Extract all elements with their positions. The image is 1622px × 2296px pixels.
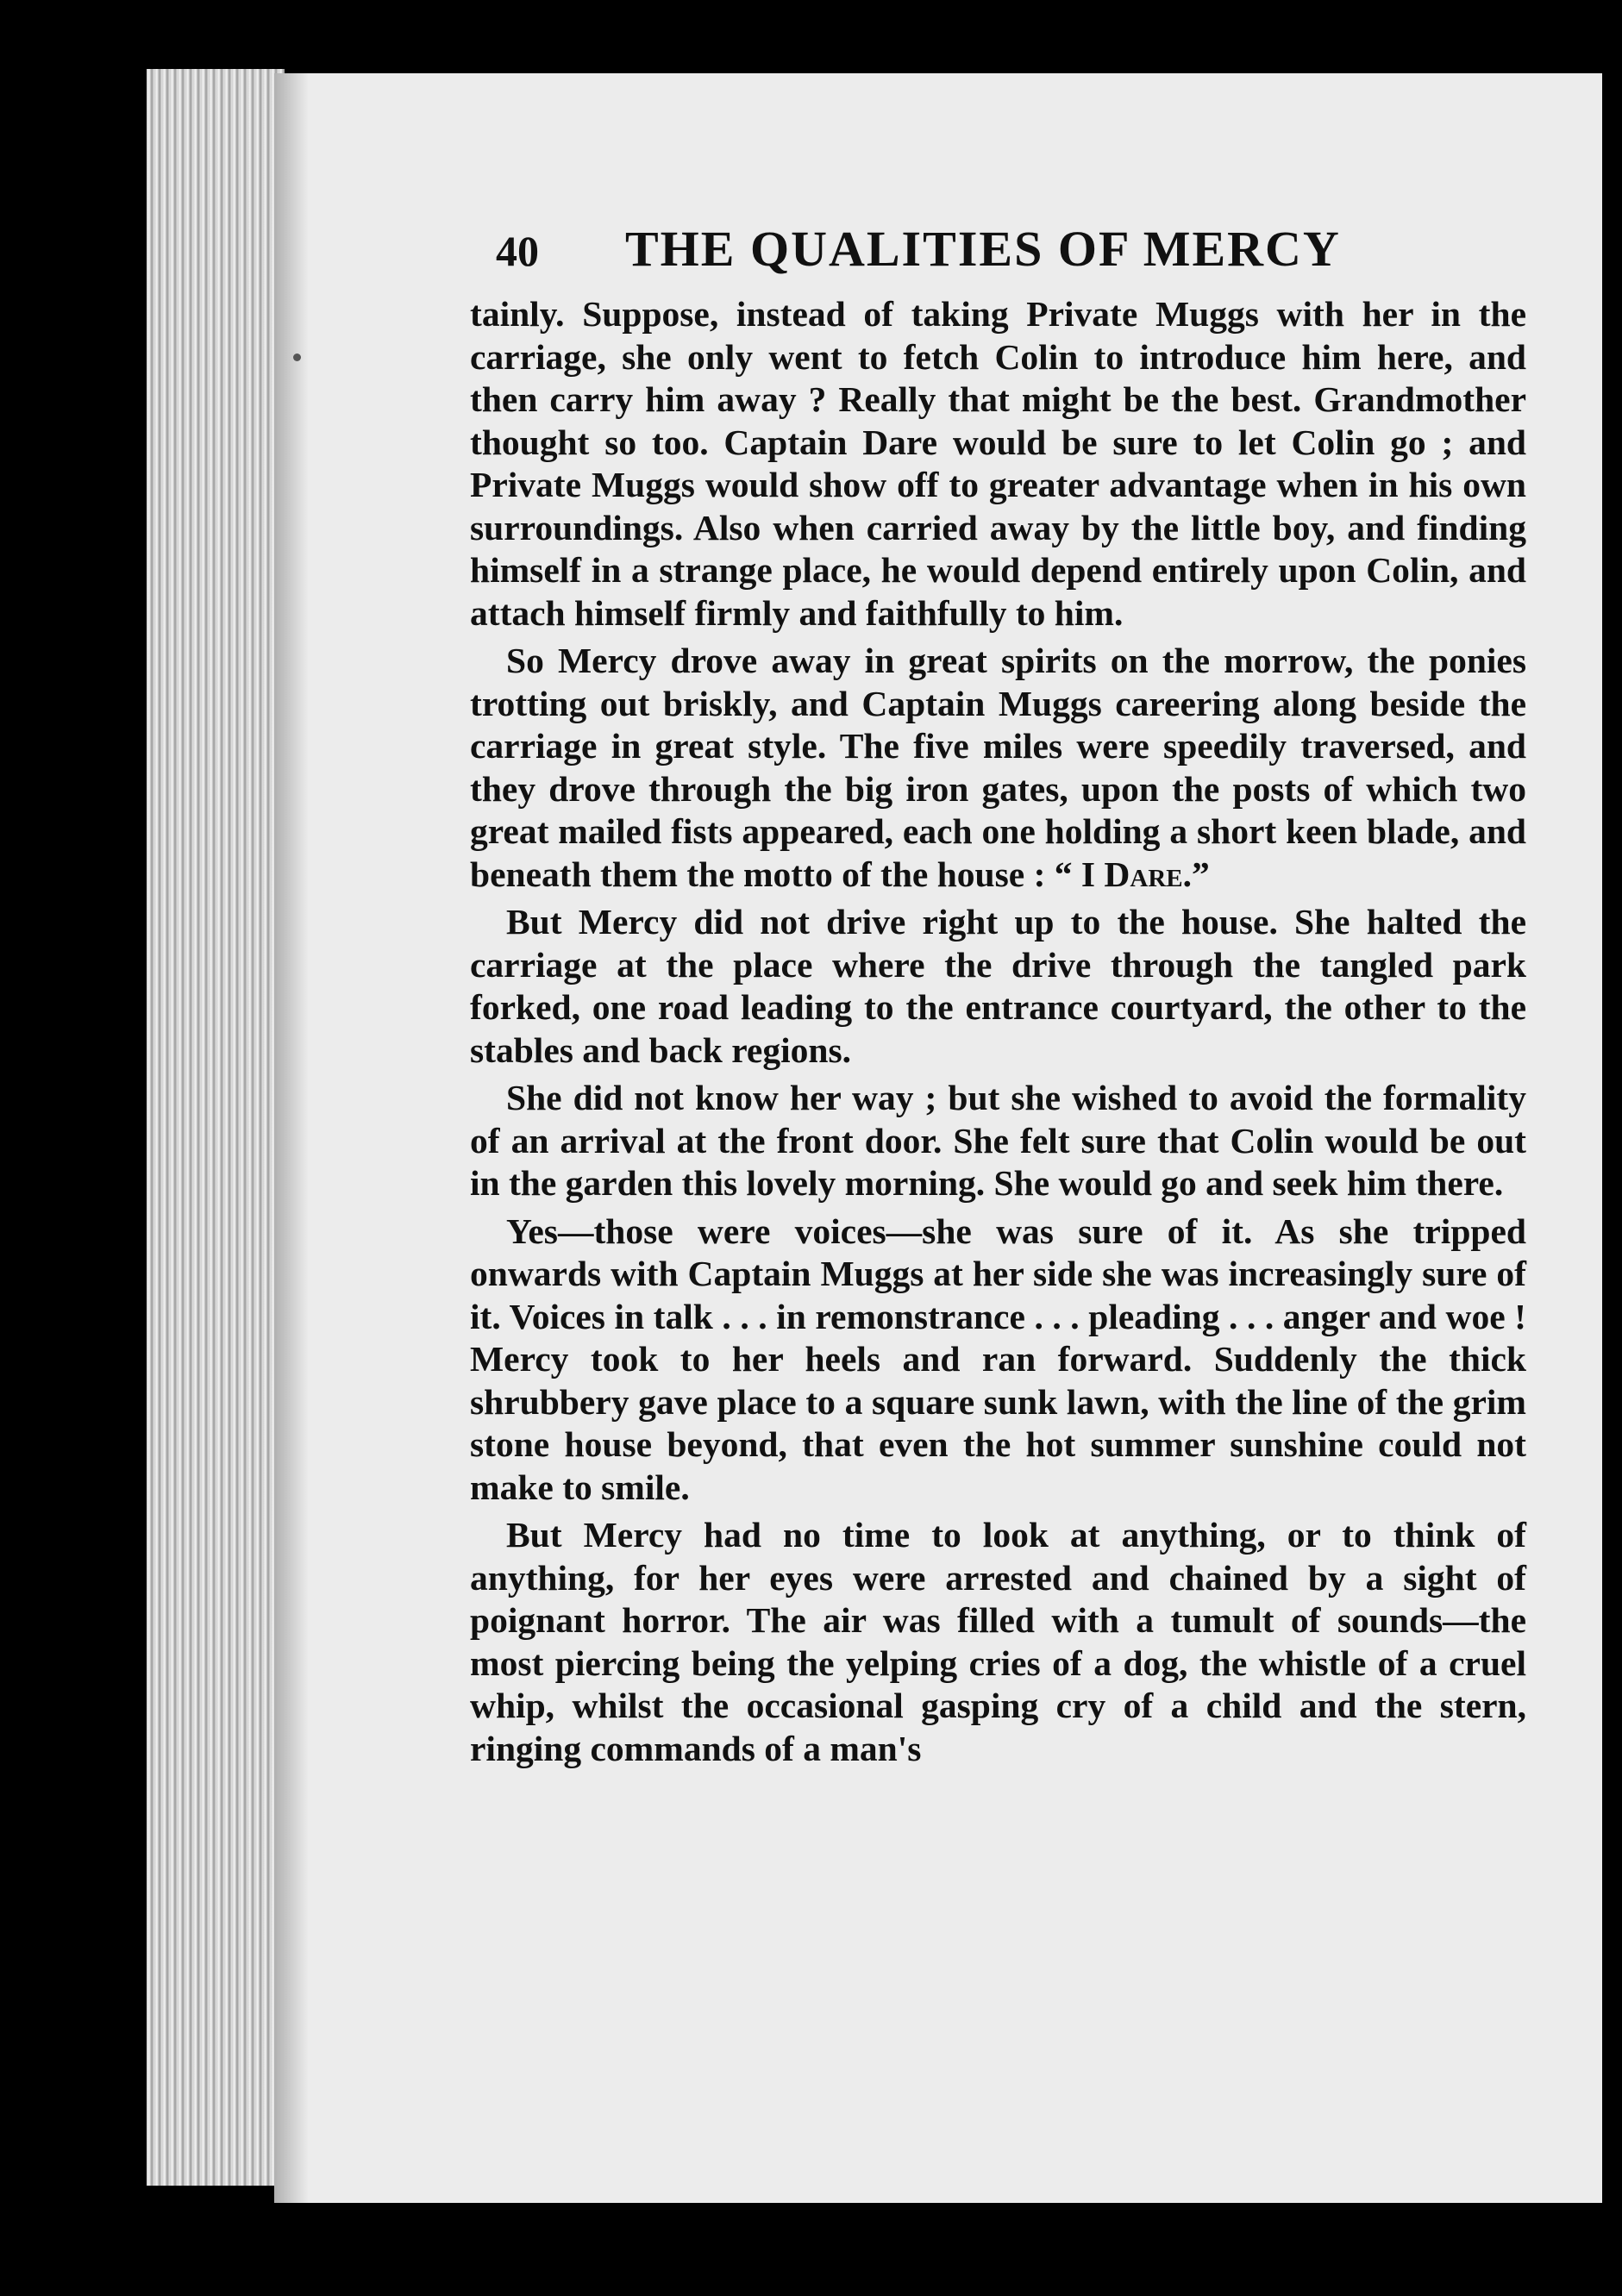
running-title: THE QUALITIES OF MERCY	[625, 221, 1341, 277]
paragraph-4: She did not know her way ; but she wished to avoid the formality of an arrival at the front door. She felt sure that Colin would be out in the garden this lovely morning. She would go and seek him there.	[470, 1078, 1526, 1203]
body-text	[470, 293, 1526, 1775]
book-page-edges	[147, 69, 285, 2186]
paragraph-2	[470, 640, 1526, 896]
motto-close: .”	[1182, 854, 1210, 894]
motto-open: “ I	[1054, 854, 1105, 894]
running-header	[496, 220, 1384, 289]
paragraph-2-text: So Mercy drove away in great spirits on the morrow, the ponies trotting out briskly, and Captain Muggs careering along beside the carriage in great style. The five miles were speedily traversed, and they drove through the big iron gates, upon the posts of which two great mailed fists appeared, each one holding a short keen blade, and beneath them the motto of the house :	[470, 641, 1526, 894]
paragraph-1: tainly. Suppose, instead of taking Private Muggs with her in the carriage, she only went to fetch Colin to introduce him here, and then carry him away ? Really that might be the best. Grandmother thought so too. Captain Dare would be sure to let Colin go ; and Private Muggs would show off to greater advantage when in his own surroundings. Also when carried away by the little boy, and finding himself in a strange place, he would depend entirely upon Colin, and attach himself firmly and faithfully to him.	[470, 294, 1526, 633]
paragraph-6: But Mercy had no time to look at anything, or to think of anything, for her eyes were arrested and chained by a sight of poignant horror. The air was filled with a tumult of sounds—the most piercing being the yelping cries of a dog, the whistle of a cruel whip, whilst the occasional gasping cry of a child and the stern, ringing commands of a man's	[470, 1515, 1526, 1768]
page-number: 40	[496, 227, 539, 275]
paragraph-3: But Mercy did not drive right up to the house. She halted the carriage at the place where the drive through the tangled park forked, one road leading to the entrance courtyard, the other to the stables and back regions.	[470, 902, 1526, 1070]
gutter-shadow	[274, 73, 309, 2203]
paragraph-5: Yes—those were voices—she was sure of it. As she tripped onwards with Captain Muggs at her side she was increasingly sure of it. Voices in talk . . . in remonstrance . . . pleading . . . anger and woe ! Mercy took to her heels and ran forward. Suddenly the thick shrubbery gave place to a square sunk lawn, with the line of the grim stone house beyond, that even the hot summer sunshine could not make to smile.	[470, 1211, 1526, 1507]
stray-mark	[293, 353, 301, 361]
motto-word: Dare	[1104, 854, 1183, 894]
